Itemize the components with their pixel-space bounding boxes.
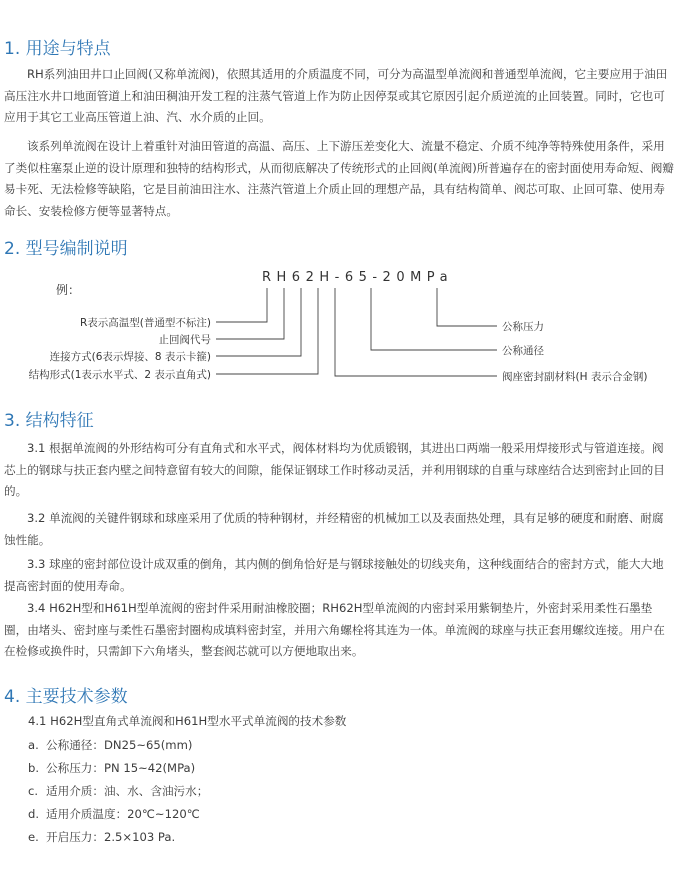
label-structure-type: 结构形式(1表示水平式、2 表示直角式) [28, 369, 211, 381]
section-3-paragraph-1: 3.1 根据单流阀的外形结构可分有直角式和水平式，阀体材料均为优质锻钢，其进出口两端一般采用焊接形式与管道连接。阀芯上的钢球与扶正套内壁之间特意留有较大的间隙，能保证钢球工作时移动灵活，并利用钢球的自重与球座结合达到密封止回的目的。 [4, 441, 665, 498]
param-item: b. 公称压力：PN 15~42(MPa) [28, 761, 196, 775]
section-1-title: 1. 用途与特点 [4, 39, 111, 59]
label-check-valve-code: 止回阀代号 [158, 334, 211, 346]
leader-h [216, 288, 284, 339]
param-item: c. 适用介质：油、水、含油污水； [28, 784, 209, 798]
leader-r [216, 288, 267, 322]
label-nominal-diameter: 公称通径 [502, 345, 544, 357]
param-item: e. 开启压力：2.5×103 Pa. [28, 830, 176, 844]
label-high-temp: R表示高温型(普通型不标注) [80, 317, 211, 329]
section-1-paragraph-2: 该系列单流阀在设计上着重针对油田管道的高温、高压、上下游压差变化大、流量不稳定、介质不纯净等特殊使用条件，采用了类似柱塞泵止逆的设计原理和独特的结构形式，从而彻底解决了传统形式的止回阀(单流阀)所普遍存在的密封面使用寿命短、阀瓣易卡死、无法检修等缺陷，它是目前油田注水、注蒸汽管道上介质止回的理想产品，具有结构简单、阀芯可取、止回可靠、使用寿命长、安装检修方便等显著特点。 [4, 139, 674, 218]
section-3-paragraph-4: 3.4 H62H型和H61H型单流阀的密封件采用耐油橡胶圈；RH62H型单流阀的内密封采用紫铜垫片，外密封采用柔性石墨垫圈，由堵头、密封座与柔性石墨密封圈构成填料密封室，并用六角螺栓将其连为一体。单流阀的球座与扶正套用螺纹连接。用户在在检修或换件时，只需卸下六角堵头，整套阀芯就可以方便地取出来。 [4, 601, 665, 658]
label-connection-type: 连接方式(6表示焊接、8 表示卡箍) [49, 351, 211, 363]
section-3-title: 3. 结构特征 [4, 411, 94, 431]
param-item: a. 公称通径：DN25~65(mm) [28, 738, 193, 752]
section-4-subtitle: 4.1 H62H型直角式单流阀和H61H型水平式单流阀的技术参数 [28, 714, 347, 728]
section-2-title: 2. 型号编制说明 [4, 239, 128, 259]
label-seat-seal-material: 阀座密封副材料(H 表示合金钢) [502, 371, 648, 383]
param-item: d. 适用介质温度：20℃~120℃ [28, 807, 200, 821]
leader-seal [335, 288, 497, 376]
label-nominal-pressure: 公称压力 [502, 321, 544, 333]
section-3-paragraph-3: 3.3 球座的密封部位设计成双重的倒角，其内侧的倒角恰好是与钢球接触处的切线夹角，这种线面结合的密封方式，能大大地提高密封面的使用寿命。 [4, 557, 664, 593]
section-3-paragraph-2: 3.2 单流阀的关键件钢球和球座采用了优质的特种钢材，并经精密的机械加工以及表面热处理，具有足够的硬度和耐磨、耐腐蚀性能。 [4, 511, 664, 547]
leader-dn [371, 288, 497, 350]
example-label: 例： [56, 283, 81, 297]
leader-pn [437, 288, 497, 326]
section-4-title: 4. 主要技术参数 [4, 687, 128, 707]
model-code: RH62H-65-20MPa [262, 270, 454, 285]
section-1-paragraph-1: RH系列油田井口止回阀(又称单流阀)，依照其适用的介质温度不同，可分为高温型单流阀和普通型单流阀，它主要应用于油田高压注水井口地面管道上和油田稠油开发工程的注蒸气管道上作为防止因停泵或其它原因引起介质逆流的止回装置。同时，它也可应用于其它工业高压管道上油、汽、水介质的止回。 [4, 67, 668, 124]
